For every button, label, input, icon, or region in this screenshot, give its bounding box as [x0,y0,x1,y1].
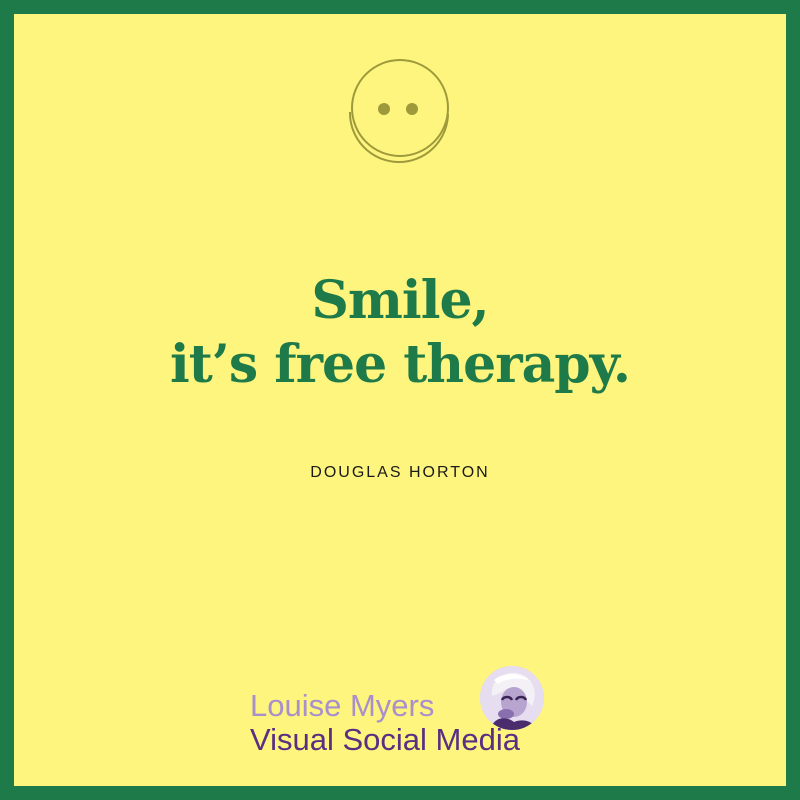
quote-card [14,14,786,786]
brand-logo [250,666,570,766]
avatar-photo [480,666,544,730]
smiley-face-icon [340,52,460,172]
quote-text [14,269,786,397]
brand-name: Louise Myers [250,688,435,723]
brand-tagline: Visual Social Media [250,722,520,757]
quote-line-1: Smile, [311,270,489,331]
quote-line-2: it’s free therapy. [169,334,630,395]
quote-author: DOUGLAS HORTON [310,464,490,481]
avatar [480,666,544,730]
